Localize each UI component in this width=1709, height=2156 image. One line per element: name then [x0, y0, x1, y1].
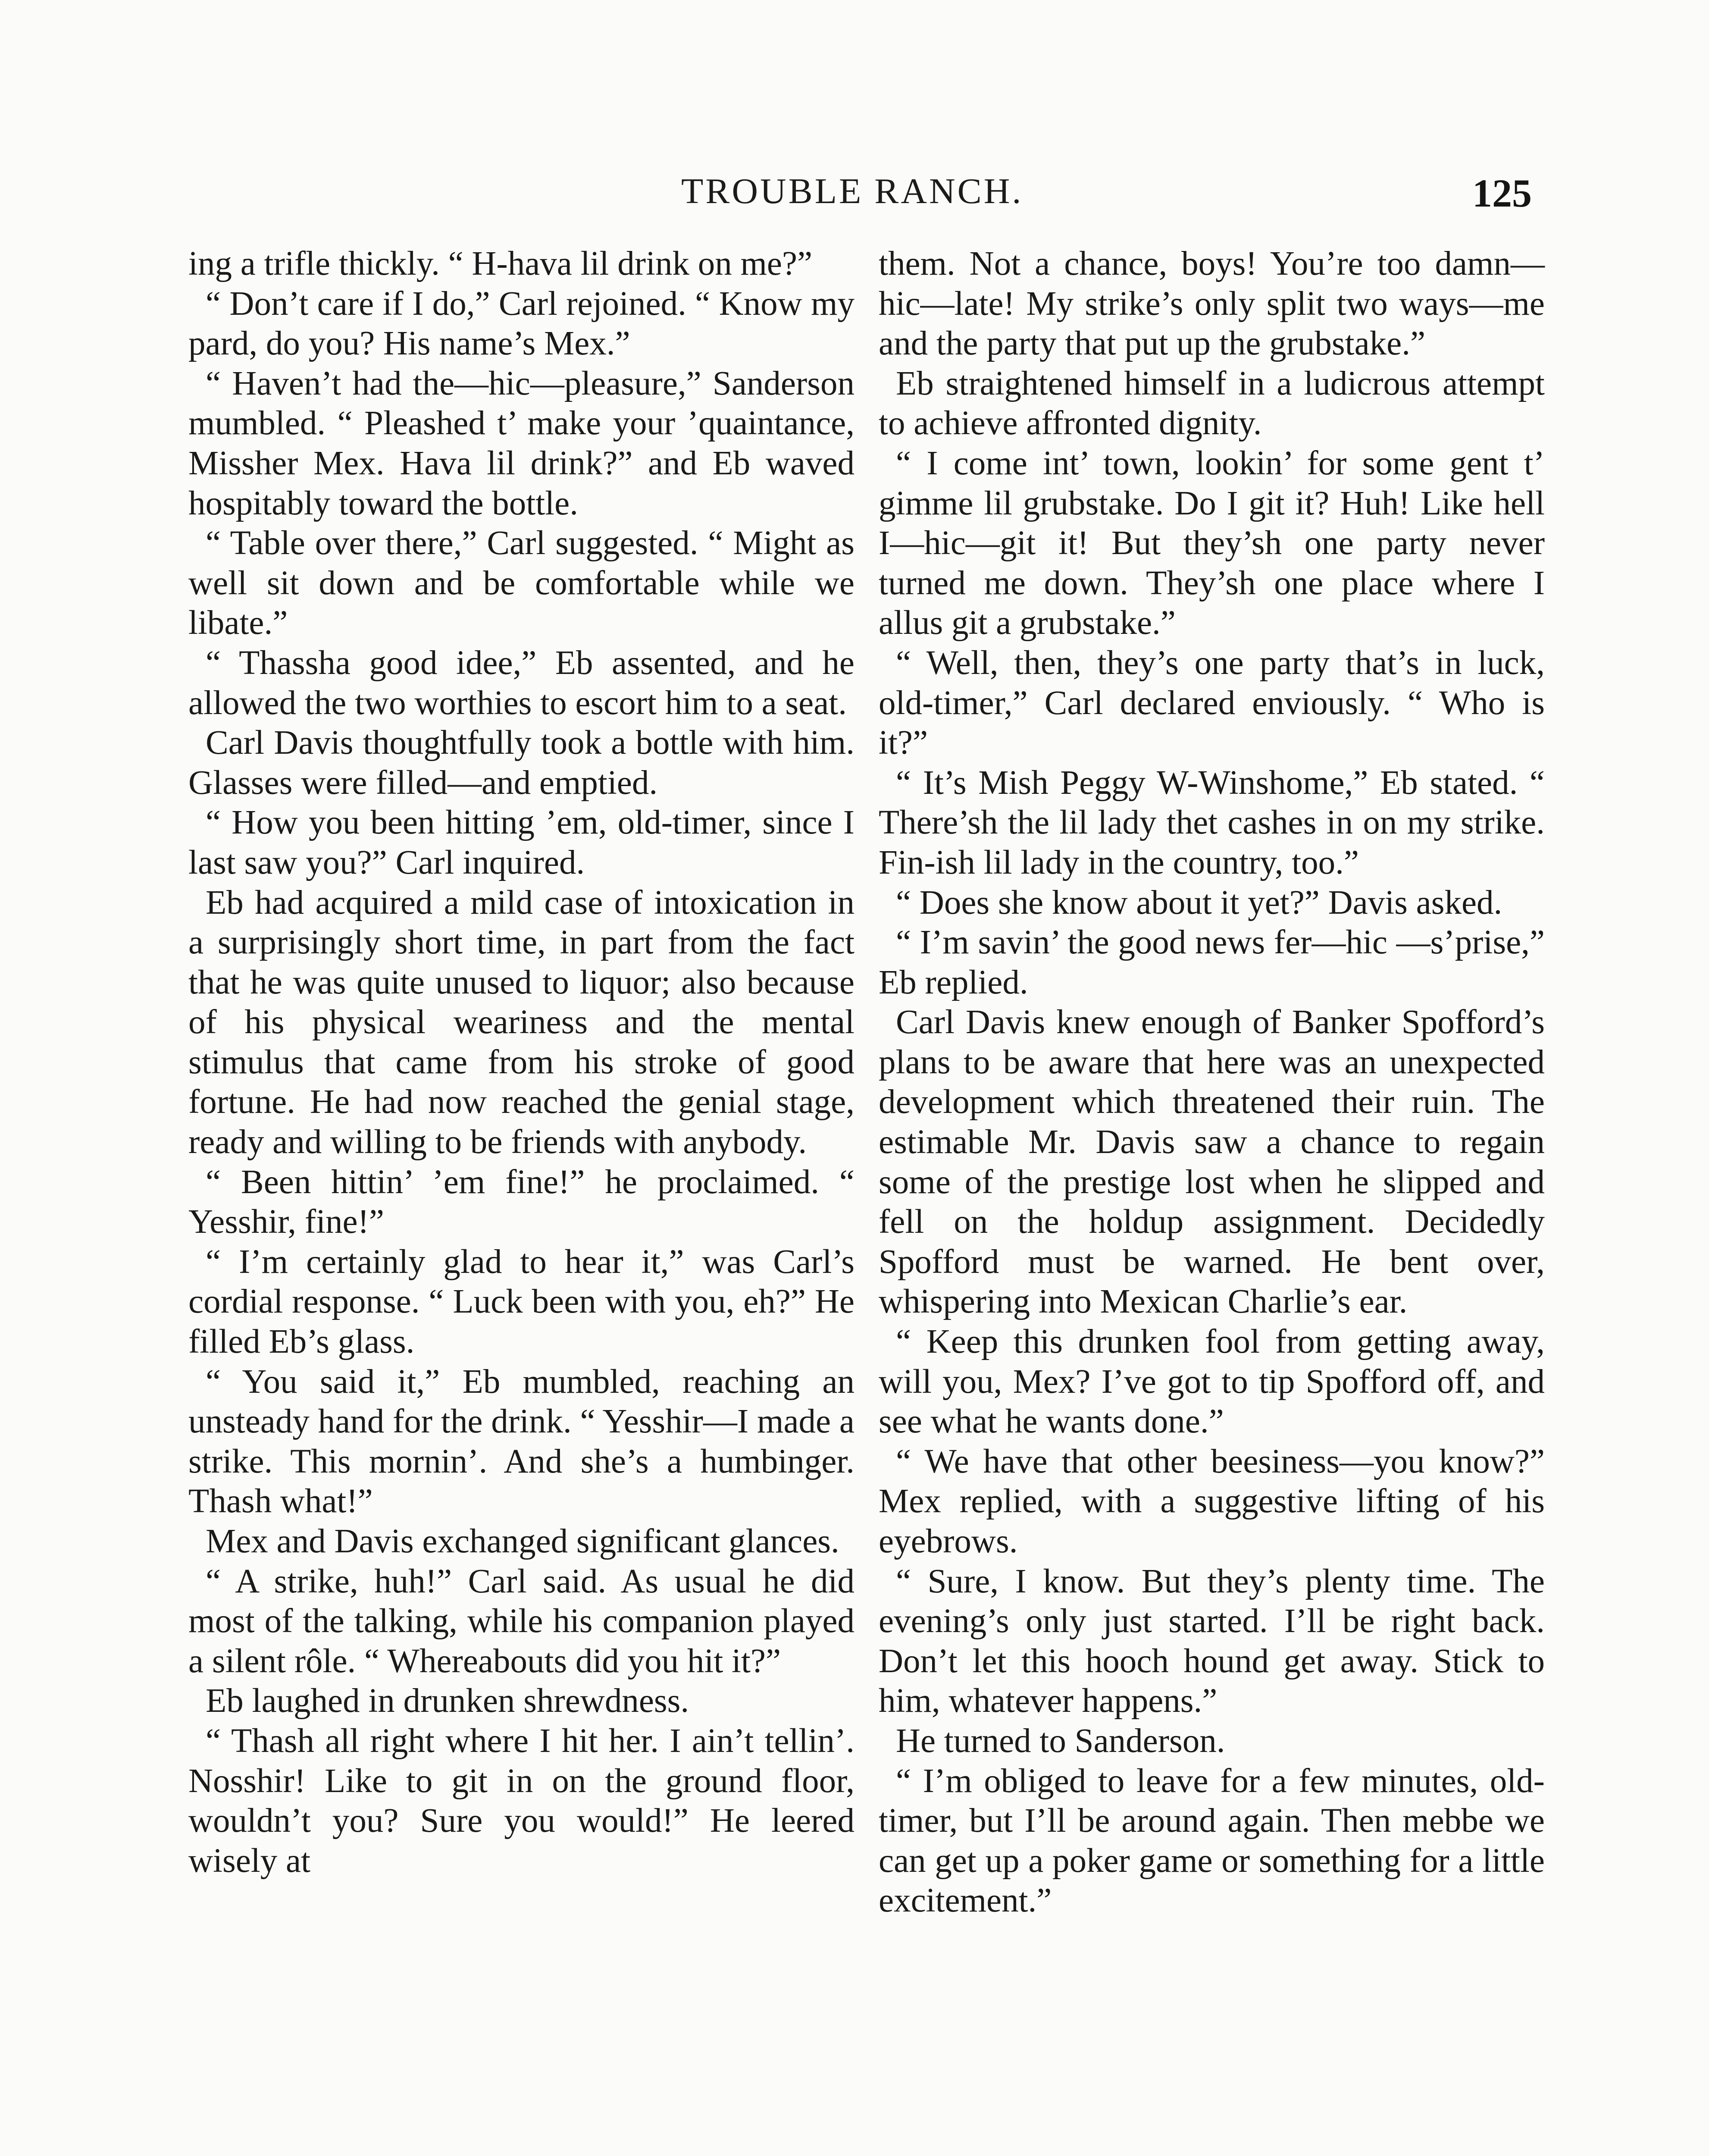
- paragraph: “ I come int’ town, lookin’ for some gent t’ gimme lil grubstake. Do I git it? Huh! Like hell I—hic—git it! But they’sh one party never turned me down. They’sh one place where I allus git a grubstake.”: [879, 444, 1545, 642]
- paragraph: them. Not a chance, boys! You’re too damn—hic—late! My strike’s only split two ways—me and the party that put up the grubstake.”: [879, 245, 1545, 363]
- page-number: 125: [1472, 171, 1532, 215]
- paragraph: “ Keep this drunken fool from getting away, will you, Mex? I’ve got to tip Spofford off, and see what he wants done.”: [879, 1323, 1545, 1441]
- paragraph: Eb straightened himself in a ludicrous attempt to achieve affronted dignity.: [879, 364, 1545, 442]
- paragraph: Eb had acquired a mild case of intoxication in a surprisingly short time, in part from the fact that he was quite unused to liquor; also because of his physical weariness and the mental stimulus that came from his stroke of good fortune. He had now reached the genial stage, ready and willing to be friends with anybody.: [188, 884, 854, 1161]
- paragraph: “ I’m obliged to leave for a few minutes, old-timer, but I’ll be around again. Then mebbe we can get up a poker game or something for a little excitement.”: [879, 1762, 1545, 1920]
- paragraph: “ Sure, I know. But they’s plenty time. The evening’s only just started. I’ll be right back. Don’t let this hooch hound get away. Stick to him, whatever happens.”: [879, 1562, 1545, 1720]
- paragraph: Carl Davis knew enough of Banker Spofford’s plans to be aware that here was an unexpected development which threatened their ruin. The estimable Mr. Davis saw a chance to regain some of the prestige lost when he slipped and fell on the holdup assignment. Decidedly Spofford must be warned. He bent over, whispering into Mexican Charlie’s ear.: [879, 1003, 1545, 1321]
- paragraph: “ I’m savin’ the good news fer—hic —s’prise,” Eb replied.: [879, 924, 1545, 1001]
- right-text-column: [879, 244, 1545, 1921]
- running-head: TROUBLE RANCH.: [681, 171, 1024, 211]
- paragraph: “ Don’t care if I do,” Carl rejoined. “ Know my pard, do you? His name’s Mex.”: [188, 285, 854, 363]
- paragraph: “ A strike, huh!” Carl said. As usual he did most of the talking, while his companion played a silent rôle. “ Whereabouts did you hit it?”: [188, 1562, 854, 1680]
- paragraph: “ Table over there,” Carl suggested. “ Might as well sit down and be comfortable while we libate.”: [188, 524, 854, 642]
- paragraph: “ Thash all right where I hit her. I ain’t tellin’. Nosshir! Like to git in on the ground floor, wouldn’t you? Sure you would!” He leered wisely at: [188, 1722, 854, 1880]
- paragraph: Mex and Davis exchanged significant glances.: [206, 1523, 839, 1560]
- paragraph: Eb laughed in drunken shrewdness.: [206, 1682, 689, 1720]
- paragraph: “ Well, then, they’s one party that’s in luck, old-timer,” Carl declared enviously. “ Who is it?”: [879, 644, 1545, 762]
- paragraph: “ Haven’t had the—hic—pleasure,” Sanderson mumbled. “ Pleashed t’ make your ’quaintance, Missher Mex. Hava lil drink?” and Eb waved hospitably toward the bottle.: [188, 364, 854, 522]
- paragraph: ing a trifle thickly. “ H-hava lil drink on me?”: [188, 245, 813, 282]
- paragraph: “ It’s Mish Peggy W-Winshome,” Eb stated. “ There’sh the lil lady thet cashes in on my strike. Fin-ish lil lady in the country, too.”: [879, 764, 1545, 881]
- paragraph: “ We have that other beesiness—you know?” Mex replied, with a suggestive lifting of his eyebrows.: [879, 1442, 1545, 1560]
- paragraph: “ Been hittin’ ’em fine!” he proclaimed. “ Yesshir, fine!”: [188, 1163, 854, 1241]
- paragraph: “ You said it,” Eb mumbled, reaching an unsteady hand for the drink. “ Yesshir—I made a strike. This mornin’. And she’s a humbinger. Thash what!”: [188, 1363, 854, 1520]
- paragraph: “ I’m certainly glad to hear it,” was Carl’s cordial response. “ Luck been with you, eh?” He filled Eb’s glass.: [188, 1243, 854, 1361]
- paragraph: “ How you been hitting ’em, old-timer, since I last saw you?” Carl inquired.: [188, 804, 854, 881]
- paragraph: He turned to Sanderson.: [896, 1722, 1225, 1760]
- paragraph: “ Does she know about it yet?” Davis asked.: [896, 884, 1502, 921]
- paragraph: Carl Davis thoughtfully took a bottle with him. Glasses were filled—and emptied.: [188, 724, 854, 802]
- paragraph: “ Thassha good idee,” Eb assented, and he allowed the two worthies to escort him to a seat.: [188, 644, 854, 722]
- left-text-column: [188, 244, 854, 1881]
